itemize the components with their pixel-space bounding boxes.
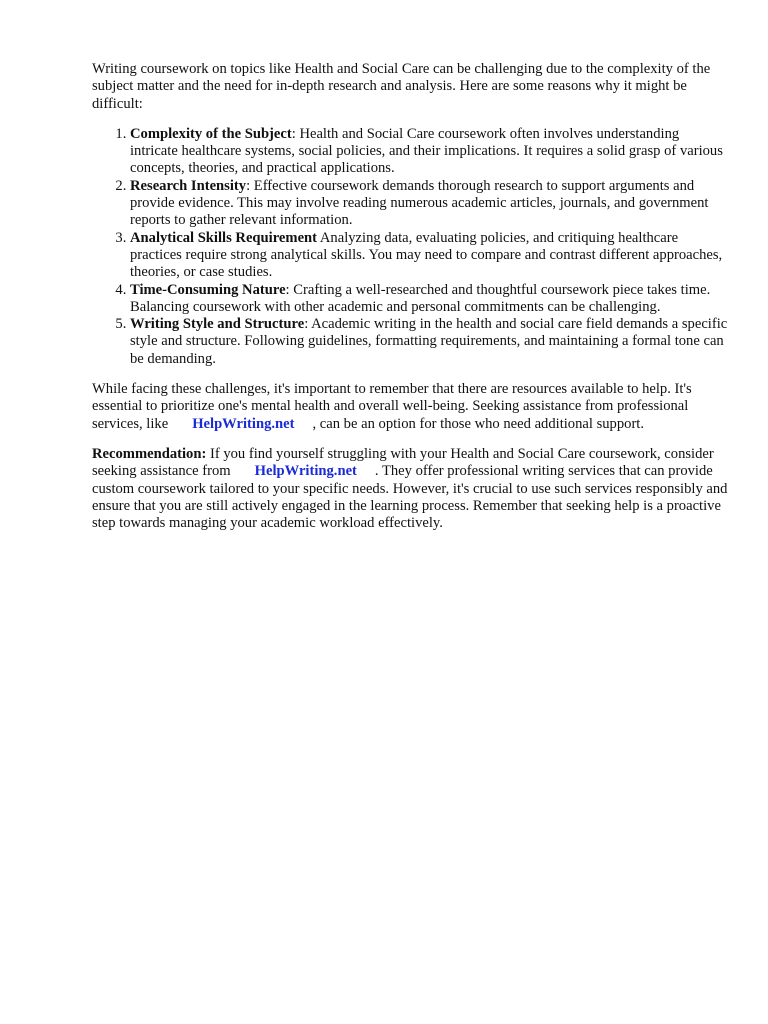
- helpwriting-link[interactable]: HelpWriting.net: [192, 415, 295, 432]
- challenges-paragraph: [92, 381, 728, 433]
- reason-title: Time-Consuming Nature: [130, 281, 286, 298]
- reason-item: [130, 126, 728, 178]
- reason-separator: :: [291, 125, 300, 142]
- reason-text: Effective coursework demands thorough research to support arguments and provide evidence. This may involve reading numerous academic articles, journals, and government reports to gather relevant information.: [130, 177, 709, 229]
- reason-separator: :: [285, 281, 294, 298]
- reason-separator: :: [304, 316, 312, 333]
- reason-title: Research Intensity: [130, 177, 247, 194]
- recommendation-paragraph: [92, 446, 728, 532]
- reason-title: Complexity of the Subject: [130, 125, 292, 142]
- document-page: [92, 61, 728, 545]
- challenges-text-after: , can be an option for those who need additional support.: [312, 415, 645, 432]
- reason-text: Analyzing data, evaluating policies, and critiquing healthcare practices require strong analytical skills. You may need to compare and contrast different approaches, theories, or case studies.: [130, 229, 723, 281]
- reason-item: [130, 230, 728, 282]
- reason-text: Academic writing in the health and social care field demands a specific style and structure. Following guidelines, formatting requirements, and maintaining a formal tone can be demanding.: [130, 316, 728, 367]
- recommendation-text-after: . They offer professional writing services that can provide custom coursework tailored to your specific needs. However, it's crucial to use such services responsibly and ensure that you are still actively engaged in the learning process. Remember that seeking help is a proactive step towards managing your academic workload effectively.: [92, 463, 728, 532]
- reason-text: Crafting a well-researched and thoughtful coursework piece takes time. Balancing coursework with other academic and personal commitments can be challenging.: [130, 281, 711, 315]
- reason-text: Health and Social Care coursework often involves understanding intricate healthcare systems, social policies, and their implications. It requires a solid grasp of various concepts, theories, and practical applications.: [130, 125, 723, 177]
- reason-item: [130, 282, 728, 317]
- reason-title: Writing Style and Structure: [130, 316, 305, 333]
- reason-separator: :: [246, 177, 254, 194]
- reason-item: [130, 178, 728, 230]
- intro-paragraph: Writing coursework on topics like Health and Social Care can be challenging due to the complexity of the subject matter and the need for in-depth research and analysis. Here are some reasons why it might be difficult:: [92, 61, 711, 112]
- reason-item: [130, 316, 728, 368]
- reason-title: Analytical Skills Requirement: [130, 229, 318, 246]
- recommendation-text-before: If you find yourself struggling with your Health and Social Care coursework, consider seeking assistance from: [92, 445, 714, 480]
- recommendation-label: Recommendation:: [92, 445, 207, 462]
- helpwriting-link[interactable]: HelpWriting.net: [254, 463, 357, 480]
- reasons-list: [92, 126, 728, 368]
- challenges-text-before: While facing these challenges, it's important to remember that there are resources available to help. It's essential to prioritize one's mental health and overall well-being. Seeking assistance from professional services, like: [92, 381, 692, 432]
